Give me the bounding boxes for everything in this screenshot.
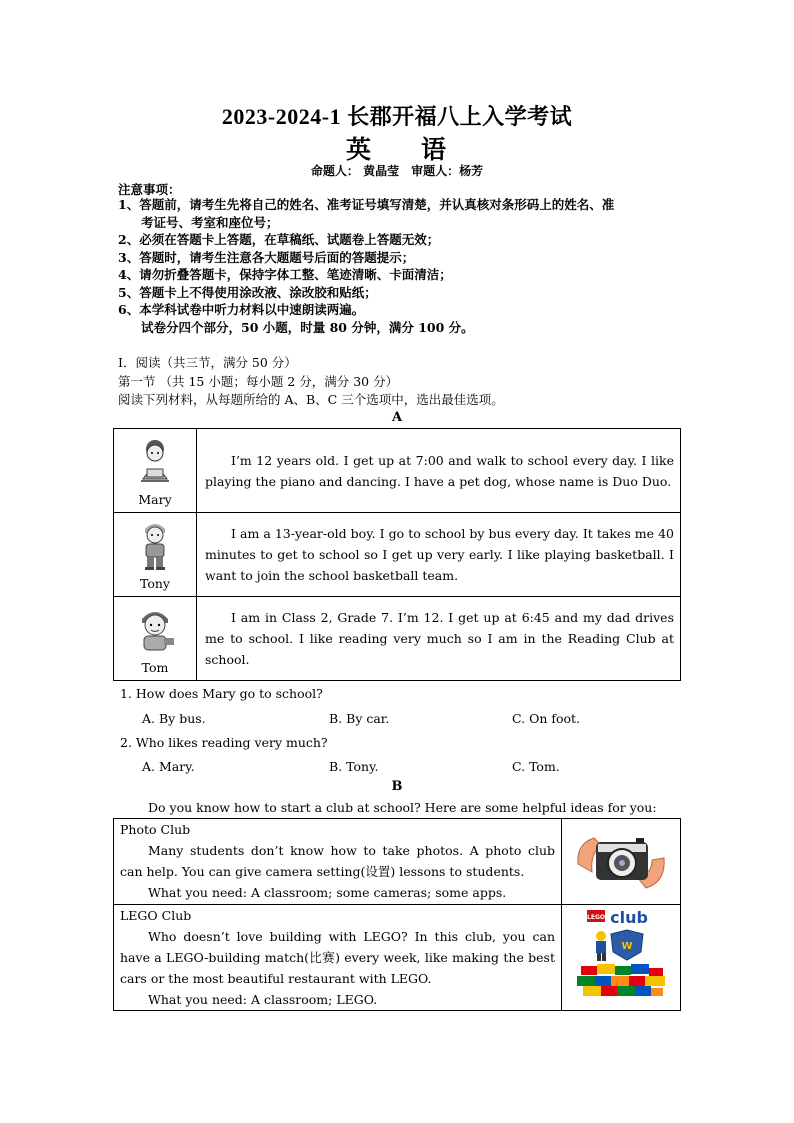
passage-a-table [113, 428, 681, 681]
author: 命题人： 黄晶莹 [310, 164, 400, 178]
tom-avatar-icon [132, 605, 178, 655]
passage-text: I am a 13-year-old boy. I go to school by bus every day. It takes me 40 minutes to get to school so I get up very early. I like playing basketball. I want to join the school basketball team. [197, 513, 681, 597]
notes-summary: 试卷分四个部分，50 小题，时量 80 分钟，满分 100 分。 [141, 319, 474, 335]
svg-text:W: W [621, 940, 633, 952]
photo-club-image-cell [562, 819, 681, 905]
q2-option-b: B. Tony. [329, 759, 379, 774]
club-logo-text: club [610, 907, 648, 927]
note-item: 2、 必须在答题卡上答题，在草稿纸、试题卷上答题无效； [118, 232, 440, 247]
lego-logo-text: LEGO [587, 913, 605, 921]
note-item: 5、 答题卡上不得使用涂改液、涂改胶和贴纸； [118, 284, 377, 300]
club-text: Many students don’t know how to take photos. A photo club can help. You can give camera setting(设置) lessons to students. [120, 843, 555, 879]
exam-authors [0, 162, 794, 179]
student-name: Tony [139, 576, 170, 591]
table-row [114, 819, 681, 905]
q2-option-a: A. Mary. [142, 759, 195, 774]
table-row [114, 905, 681, 1011]
notes-heading: 注意事项： [118, 182, 181, 197]
table-row [114, 597, 681, 681]
club-need: What you need: A classroom; some cameras; some apps. [148, 885, 507, 900]
passage-b-label: B [391, 779, 403, 794]
lego-club-cell [114, 905, 562, 1011]
mary-cell [114, 429, 197, 513]
q1-option-c: C. On foot. [512, 711, 581, 726]
club-name: LEGO Club [120, 908, 192, 923]
club-text: Who doesn’t love building with LEGO? In this club, you can have a LEGO-building match(比赛) every week, like making the best cars or the most beautiful restaurant with LEGO. [120, 929, 555, 986]
table-row [114, 429, 681, 513]
club-name: Photo Club [120, 822, 191, 837]
student-name: Tom [141, 660, 169, 675]
section-sub: 第一节 （共 15 小题；每小题 2 分，满分 30 分） [118, 374, 399, 389]
mary-avatar-icon [135, 437, 175, 487]
passage-b-table [113, 818, 681, 1011]
note-item: 6、 本学科试卷中听力材料以中速朗读两遍。 [118, 302, 365, 317]
table-row [114, 513, 681, 597]
q1-option-a: A. By bus. [142, 711, 206, 726]
section-part: I．阅读（共三节，满分 50 分） [118, 355, 297, 370]
club-need: What you need: A classroom; LEGO. [148, 992, 378, 1007]
tom-cell [114, 597, 197, 681]
student-name: Mary [138, 492, 172, 507]
question-1-stem: 1. How does Mary go to school? [120, 686, 323, 701]
exam-subject [0, 130, 794, 166]
passage-a-label: A [391, 410, 403, 425]
section-instruction: 阅读下列材料，从每题所给的 A、B、C 三个选项中，选出最佳选项。 [118, 392, 504, 407]
reviewer: 审题人：杨芳 [411, 164, 484, 178]
note-item: 4、 请勿折叠答题卡，保持字体工整、笔迹清晰、卡面清洁； [118, 267, 452, 282]
notes-list [118, 196, 688, 336]
passage-text: I’m 12 years old. I get up at 7:00 and walk to school every day. I like playing the piano and dancing. I have a pet dog, whose name is Duo Duo. [197, 429, 681, 513]
camera-icon [572, 824, 670, 894]
photo-club-cell [114, 819, 562, 905]
note-item: 考证号、考室和座位号； [141, 214, 279, 230]
subject-char-1: 英 [345, 135, 373, 164]
passage-b-intro: Do you know how to start a club at school? Here are some helpful ideas for you: [148, 800, 657, 815]
q1-option-b: B. By car. [329, 711, 390, 726]
lego-club-logo-icon [573, 906, 669, 1004]
exam-title: 2023-2024-1 长郡开福八上入学考试 [221, 104, 573, 129]
q2-option-c: C. Tom. [512, 759, 560, 774]
question-2-stem: 2. Who likes reading very much? [120, 735, 328, 750]
passage-text: I am in Class 2, Grade 7. I’m 12. I get up at 6:45 and my dad drives me to school. I like reading very much so I am in the Reading Club at school. [197, 597, 681, 681]
lego-club-image-cell [562, 905, 681, 1011]
note-item: 3、 答题时，请考生注意各大题题号后面的答题提示； [118, 249, 415, 265]
tony-avatar-icon [135, 519, 175, 571]
note-item: 1、 答题前，请考生先将自己的姓名、准考证号填写清楚，并认真核对条形码上的姓名、准 [118, 197, 615, 212]
tony-cell [114, 513, 197, 597]
subject-char-2: 语 [421, 135, 449, 164]
